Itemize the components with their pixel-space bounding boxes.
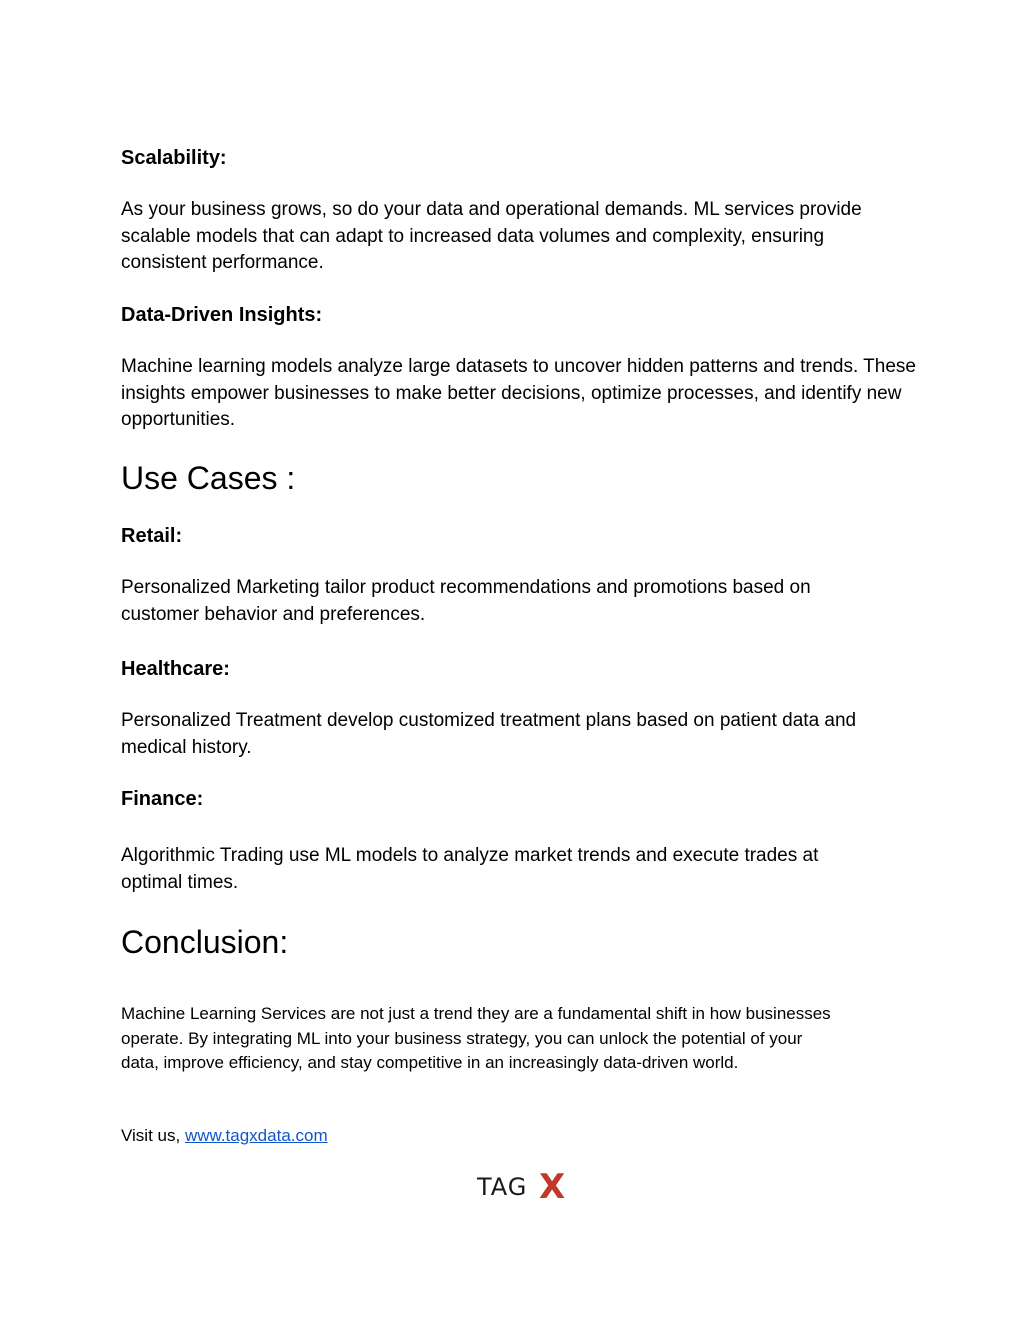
logo-tag-text: TAG (477, 1173, 528, 1201)
website-link[interactable]: www.tagxdata.com (184, 1126, 328, 1145)
healthcare-paragraph: Personalized Treatment develop customized treatment plans based on patient data and medical history. (121, 710, 857, 758)
logo-x-text: X (539, 1168, 566, 1204)
scalability-heading: Scalability: (121, 147, 227, 169)
retail-paragraph: Personalized Marketing tailor product recommendations and promotions based on customer behavior and preferences. (121, 577, 811, 625)
finance-paragraph: Algorithmic Trading use ML models to analyze market trends and execute trades at optimal times. (121, 845, 819, 893)
insights-heading: Data-Driven Insights: (121, 304, 323, 326)
tagx-logo (476, 1168, 571, 1204)
scalability-paragraph: As your business grows, so do your data and operational demands. ML services provide scalable models that can adapt to increased data volumes and complexity, ensuring consistent performance. (121, 199, 862, 273)
visit-prefix: Visit us, (121, 1126, 185, 1145)
retail-heading: Retail: (121, 525, 183, 547)
visit-line (121, 1124, 841, 1149)
use-cases-title: Use Cases : (121, 460, 296, 496)
conclusion-paragraph: Machine Learning Services are not just a trend they are a fundamental shift in how businesses operate. By integrating ML into your business strategy, you can unlock the potential of your data, improve efficiency, and stay competitive in an increasingly data-driven world. (121, 1004, 831, 1072)
finance-heading: Finance: (121, 788, 204, 810)
insights-paragraph: Machine learning models analyze large datasets to uncover hidden patterns and trends. These insights empower businesses to make better decisions, optimize processes, and identify new opportunities. (121, 356, 916, 430)
conclusion-title: Conclusion: (121, 924, 289, 960)
healthcare-heading: Healthcare: (121, 658, 230, 680)
